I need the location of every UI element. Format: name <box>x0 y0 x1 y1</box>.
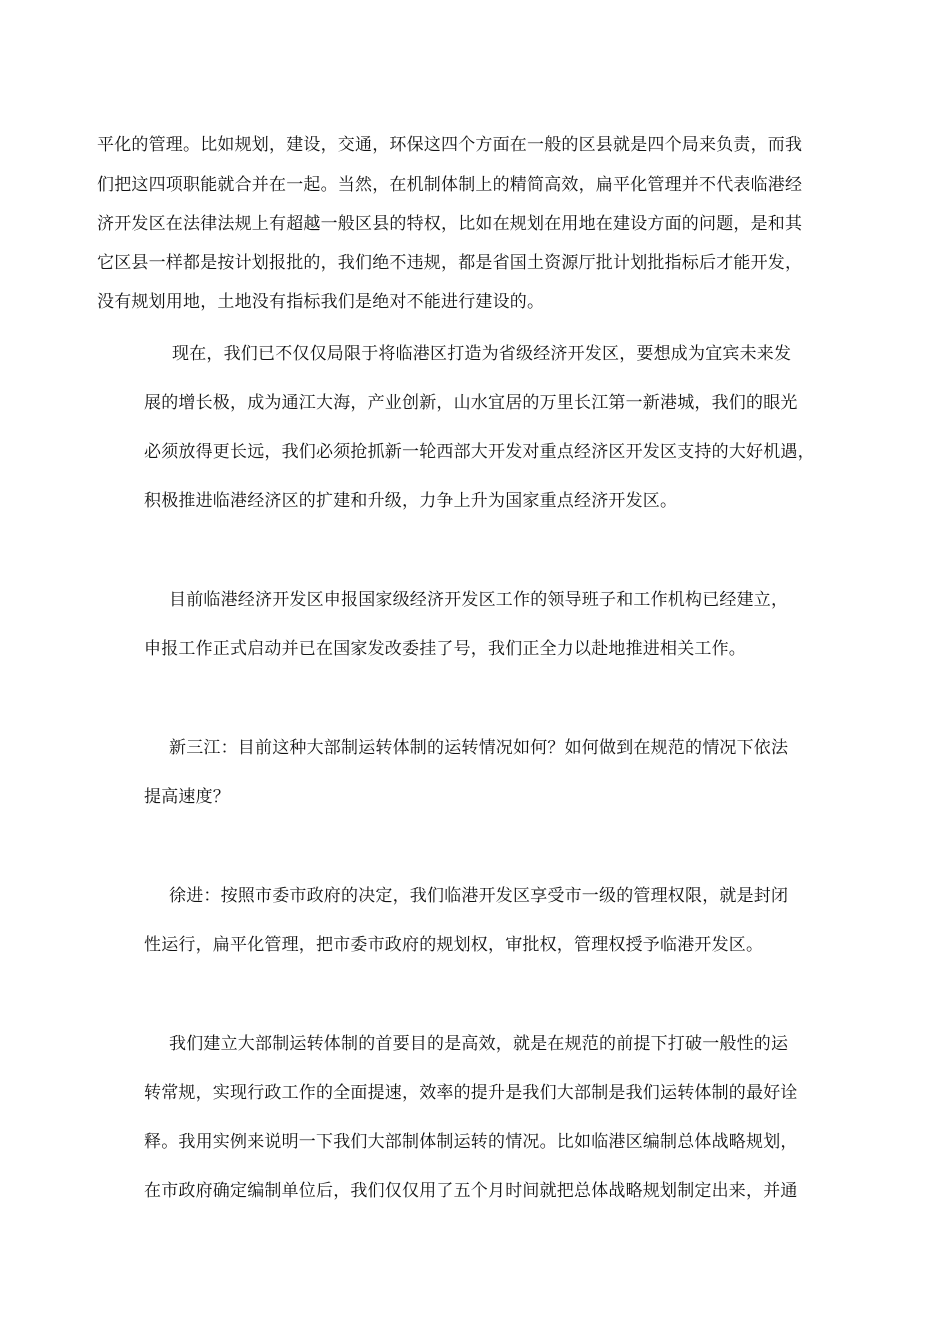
paragraph-4-line-1: 新三江：目前这种大部制运转体制的运转情况如何？如何做到在规范的情况下依法 <box>169 738 789 758</box>
paragraph-5-line-2: 性运行，扁平化管理，把市委市政府的规划权，审批权，管理权授予临港开发区。 <box>144 935 764 955</box>
paragraph-1-line-5: 没有规划用地，土地没有指标我们是绝对不能进行建设的。 <box>97 292 545 312</box>
paragraph-1-line-4: 它区县一样都是按计划报批的，我们绝不违规，都是省国土资源厅批计划批指标后才能开发， <box>97 253 803 273</box>
paragraph-6-line-4: 在市政府确定编制单位后，我们仅仅用了五个月时间就把总体战略规划制定出来，并通 <box>144 1181 798 1201</box>
paragraph-2-line-2: 展的增长极，成为通江大海，产业创新，山水宜居的万里长江第一新港城，我们的眼光 <box>144 393 798 413</box>
paragraph-6-line-3: 释。我用实例来说明一下我们大部制体制运转的情况。比如临港区编制总体战略规划， <box>144 1132 798 1152</box>
paragraph-3-line-1: 目前临港经济开发区申报国家级经济开发区工作的领导班子和工作机构已经建立， <box>169 590 789 610</box>
paragraph-1-line-3: 济开发区在法律法规上有超越一般区县的特权，比如在规划在用地在建设方面的问题，是和其 <box>97 214 803 234</box>
paragraph-5-line-1: 徐进：按照市委市政府的决定，我们临港开发区享受市一级的管理权限，就是封闭 <box>169 886 789 906</box>
paragraph-3-line-2: 申报工作正式启动并已在国家发改委挂了号，我们正全力以赴地推进相关工作。 <box>144 639 746 659</box>
paragraph-2-line-3: 必须放得更长远，我们必须抢抓新一轮西部大开发对重点经济区开发区支持的大好机遇， <box>144 442 815 462</box>
paragraph-1-line-2: 们把这四项职能就合并在一起。当然，在机制体制上的精简高效，扁平化管理并不代表临港经 <box>97 175 803 195</box>
paragraph-6-line-2: 转常规，实现行政工作的全面提速，效率的提升是我们大部制是我们运转体制的最好诠 <box>144 1083 798 1103</box>
paragraph-6-line-1: 我们建立大部制运转体制的首要目的是高效，就是在规范的前提下打破一般性的运 <box>169 1034 789 1054</box>
paragraph-1-line-1: 平化的管理。比如规划，建设，交通，环保这四个方面在一般的区县就是四个局来负责，而我 <box>97 135 803 155</box>
paragraph-4-line-2: 提高速度？ <box>144 787 230 807</box>
paragraph-2-line-4: 积极推进临港经济区的扩建和升级，力争上升为国家重点经济开发区。 <box>144 491 678 511</box>
paragraph-2-line-1: 现在，我们已不仅仅局限于将临港区打造为省级经济开发区，要想成为宜宾未来发 <box>172 344 792 364</box>
